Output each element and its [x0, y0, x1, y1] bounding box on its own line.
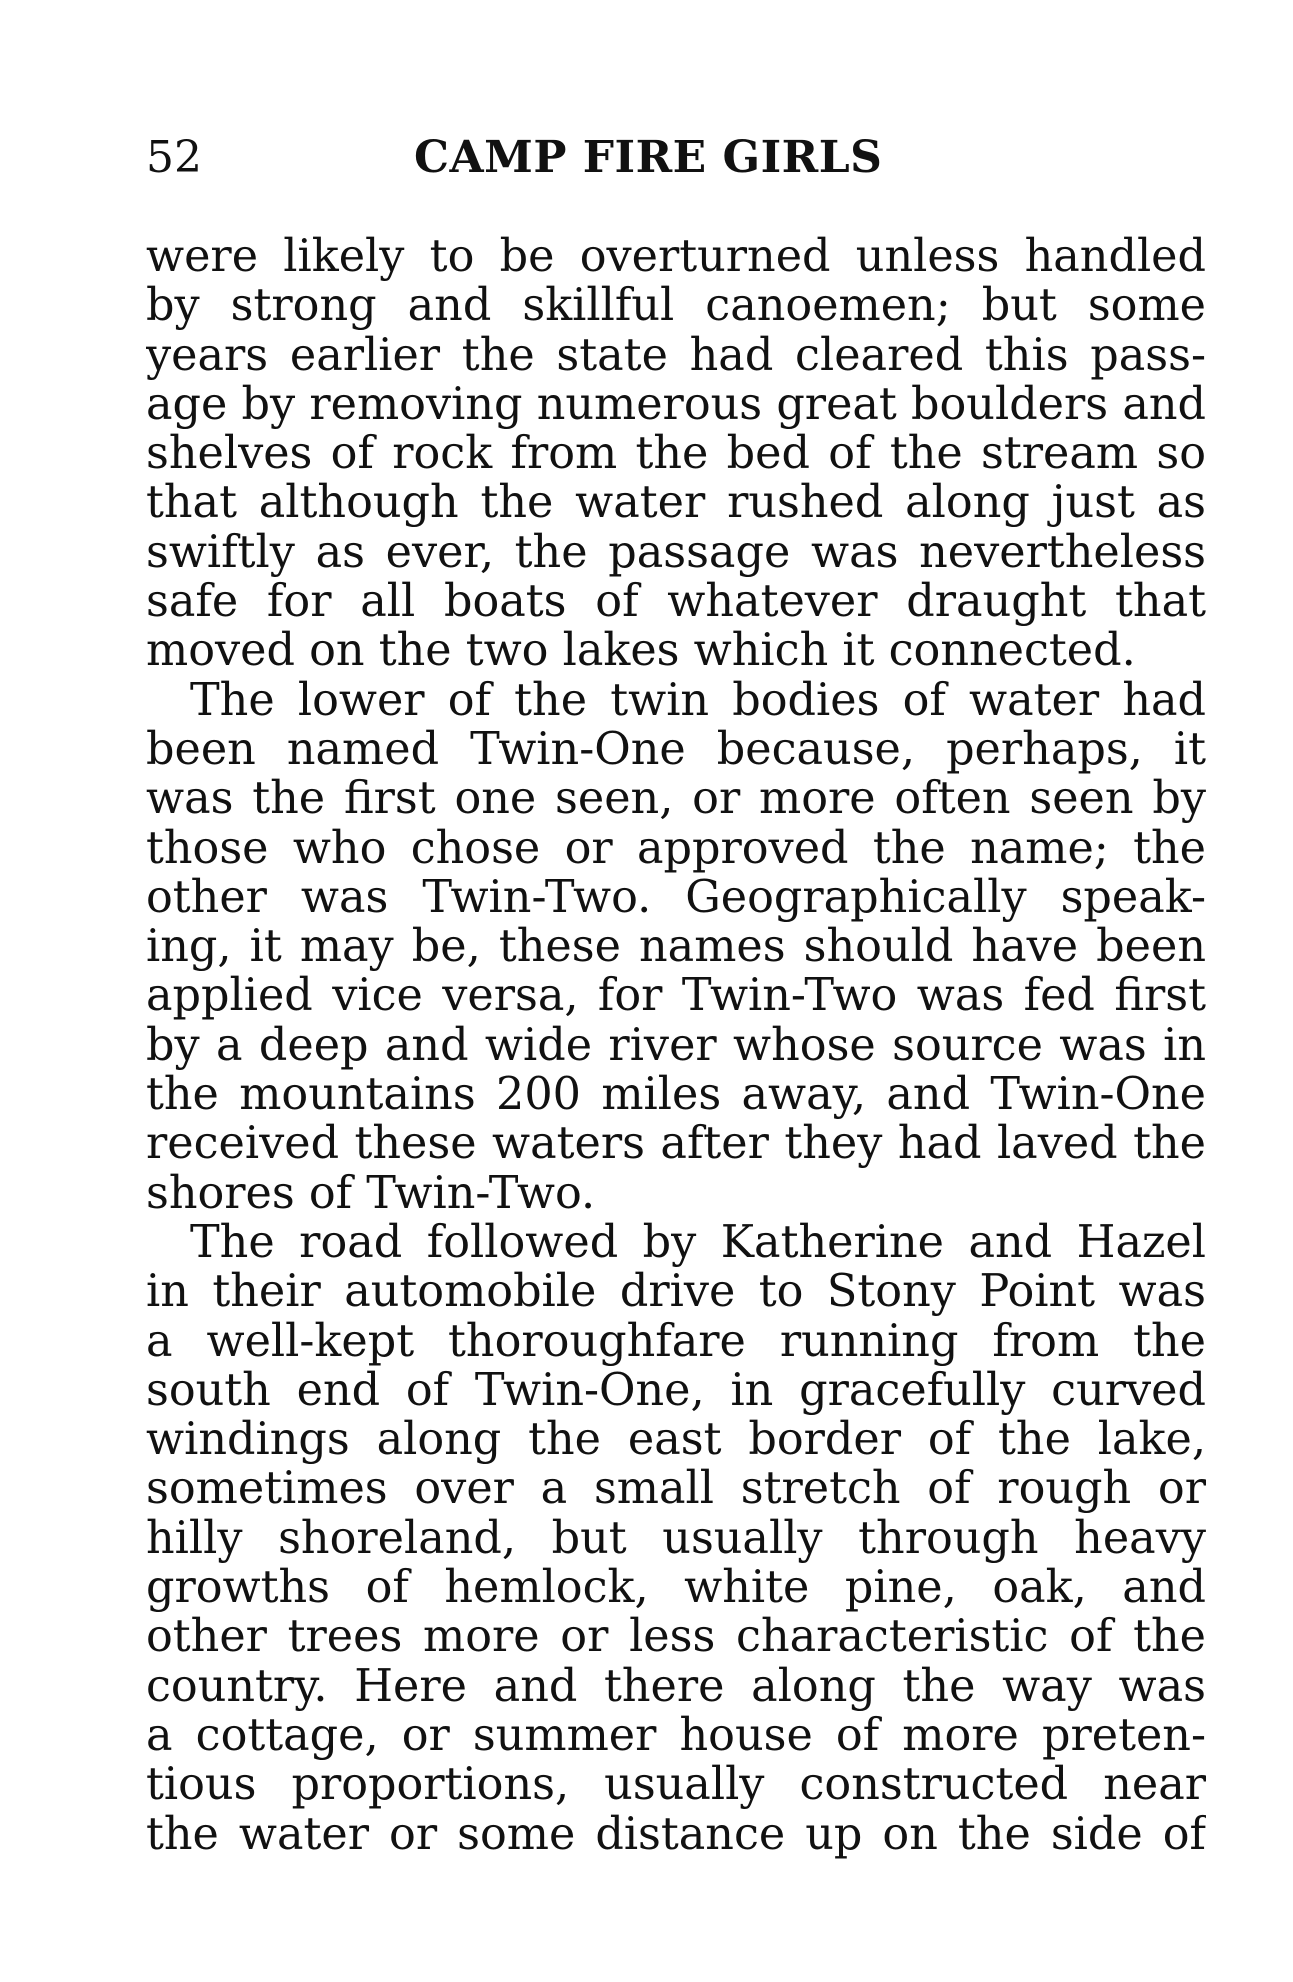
text-line: years earlier the state had cleared this pass-: [146, 330, 1206, 380]
text-line: that although the water rushed along just as: [146, 478, 1206, 528]
text-line: other was Twin-Two. Geographically speak-: [146, 872, 1206, 923]
text-line: received these waters after they had laved the: [146, 1119, 1206, 1169]
text-line: safe for all boats of whatever draught that: [146, 577, 1206, 627]
running-head: [146, 128, 1206, 188]
text-line: age by removing numerous great boulders and: [146, 379, 1206, 430]
text-line: country. Here and there along the way was: [146, 1661, 1206, 1711]
running-title: CAMP FIRE GIRLS: [414, 132, 883, 183]
text-line: been named Twin-One because, perhaps, it: [146, 724, 1206, 775]
text-line: in their automobile drive to Stony Point was: [146, 1267, 1206, 1317]
text-line: other trees more or less characteristic of the: [146, 1612, 1206, 1662]
paragraph-2: [146, 676, 1206, 1218]
text-line: The lower of the twin bodies of water had: [190, 675, 1206, 725]
text-line: sometimes over a small stretch of rough or: [146, 1464, 1206, 1514]
page-number: 52: [146, 132, 202, 183]
body-text: [146, 232, 1206, 1859]
text-line: the water or some distance up on the side of: [146, 1809, 1206, 1859]
text-line: the mountains 200 miles away, and Twin-One: [146, 1070, 1206, 1120]
text-line: The road followed by Katherine and Hazel: [190, 1217, 1206, 1268]
text-line: tious proportions, usually constructed near: [146, 1760, 1206, 1810]
text-line: by strong and skillful canoemen; but some: [146, 281, 1206, 331]
text-line: by a deep and wide river whose source was in: [146, 1020, 1206, 1071]
text-line: swiftly as ever, the passage was nevertheless: [146, 527, 1206, 578]
text-line: south end of Twin-One, in gracefully curved: [146, 1365, 1206, 1416]
text-line: hilly shoreland, but usually through heavy: [146, 1513, 1206, 1564]
text-line: were likely to be overturned unless handled: [146, 232, 1206, 282]
text-line: windings along the east border of the lake,: [146, 1415, 1206, 1465]
text-line: shores of Twin-Two.: [146, 1168, 596, 1218]
text-line: those who chose or approved the name; the: [146, 823, 1206, 873]
text-line: a cottage, or summer house of more preten-: [146, 1710, 1206, 1761]
text-line: a well-kept thoroughfare running from the: [146, 1316, 1206, 1366]
text-line: shelves of rock from the bed of the stream so: [146, 429, 1206, 479]
paragraph-3: [146, 1218, 1206, 1859]
text-line: applied vice versa, for Twin-Two was fed first: [146, 971, 1206, 1021]
text-line: was the first one seen, or more often seen by: [146, 774, 1206, 824]
text-line: moved on the two lakes which it connected.: [146, 626, 1136, 676]
text-line: ing, it may be, these names should have been: [146, 922, 1206, 972]
text-line: growths of hemlock, white pine, oak, and: [146, 1563, 1206, 1613]
paragraph-1: [146, 232, 1206, 676]
